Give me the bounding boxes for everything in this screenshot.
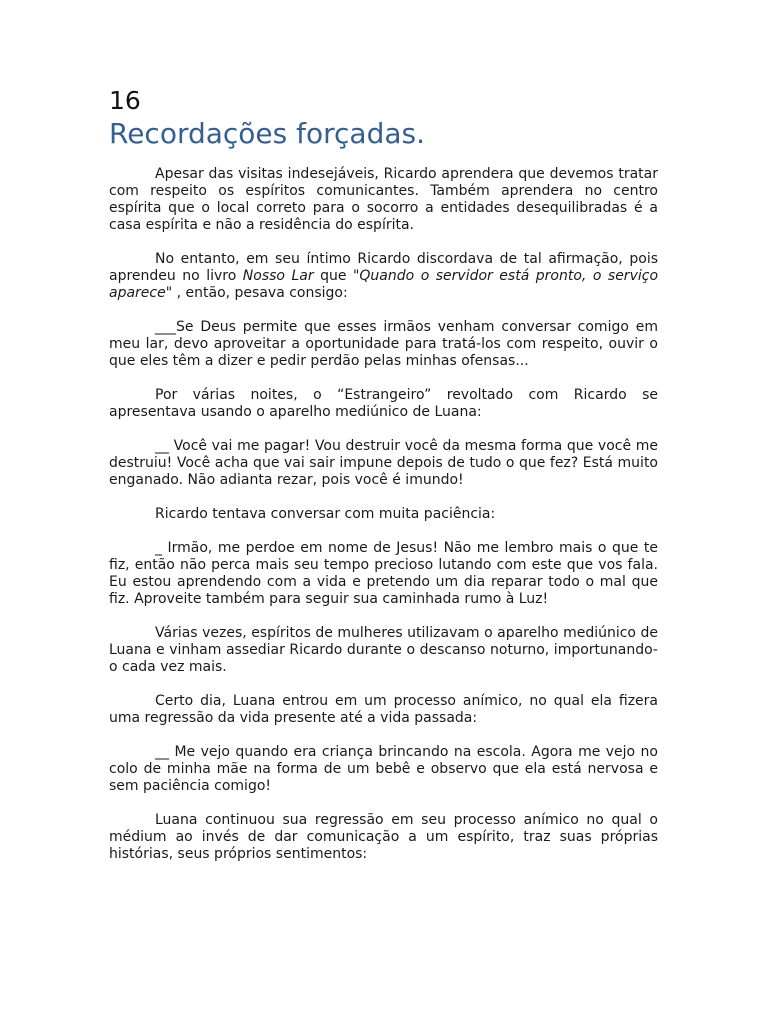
paragraph-7: _ Irmão, me perdoe em nome de Jesus! Não me lembro mais o que te fiz, então não perca mais seu tempo precioso lutando com este que vos fala. Eu estou aprendendo com a vida e pretendo um dia reparar todo o mal que fiz. Aproveite também para seguir sua caminhada rumo à Luz! bbox=[109, 540, 658, 607]
chapter-number: 16 bbox=[109, 86, 141, 115]
book-quote: "Quando o servidor está pronto, o serviço aparece" bbox=[109, 268, 659, 301]
paragraph-4: Por várias noites, o “Estrangeiro” revoltado com Ricardo se apresentava usando o aparelho mediúnico de Luana: bbox=[109, 387, 658, 420]
chapter-title: Recordações forçadas. bbox=[109, 117, 425, 150]
paragraph-2-end: , então, pesava consigo: bbox=[172, 285, 348, 301]
paragraph-1: Apesar das visitas indesejáveis, Ricardo aprendera que devemos tratar com respeito os espíritos comunicantes. Também aprendera no centro espírita que o local correto para o socorro a entidades desequilibradas é a casa espírita e não a residência do espírita. bbox=[109, 166, 658, 233]
paragraph-2-mid: que bbox=[313, 268, 353, 284]
paragraph-6: Ricardo tentava conversar com muita paciência: bbox=[155, 506, 496, 522]
paragraph-9: Certo dia, Luana entrou em um processo anímico, no qual ela fizera uma regressão da vida presente até a vida passada: bbox=[109, 693, 658, 726]
paragraph-2-start: No entanto, em seu íntimo Ricardo discordava de tal afirmação, pois aprendeu no livro bbox=[109, 251, 658, 284]
document-page bbox=[109, 86, 658, 880]
paragraph-8: Várias vezes, espíritos de mulheres utilizavam o aparelho mediúnico de Luana e vinham assediar Ricardo durante o descanso noturno, importunando-o cada vez mais. bbox=[109, 625, 658, 675]
paragraph-3: ___Se Deus permite que esses irmãos venham conversar comigo em meu lar, devo aproveitar a oportunidade para tratá-los com respeito, ouvir o que eles têm a dizer e pedir perdão pelas minhas ofensas... bbox=[109, 319, 658, 369]
paragraph-2 bbox=[109, 251, 658, 302]
paragraph-5: __ Você vai me pagar! Vou destruir você da mesma forma que você me destruiu! Você acha que vai sair impune depois de tudo o que fez? Está muito enganado. Não adianta rezar, pois você é imundo! bbox=[109, 438, 658, 488]
paragraph-11: Luana continuou sua regressão em seu processo anímico no qual o médium ao invés de dar comunicação a um espírito, traz suas próprias histórias, seus próprios sentimentos: bbox=[109, 812, 658, 862]
book-title: Nosso Lar bbox=[242, 268, 314, 284]
paragraph-10: __ Me vejo quando era criança brincando na escola. Agora me vejo no colo de minha mãe na forma de um bebê e observo que ela está nervosa e sem paciência comigo! bbox=[109, 744, 658, 794]
